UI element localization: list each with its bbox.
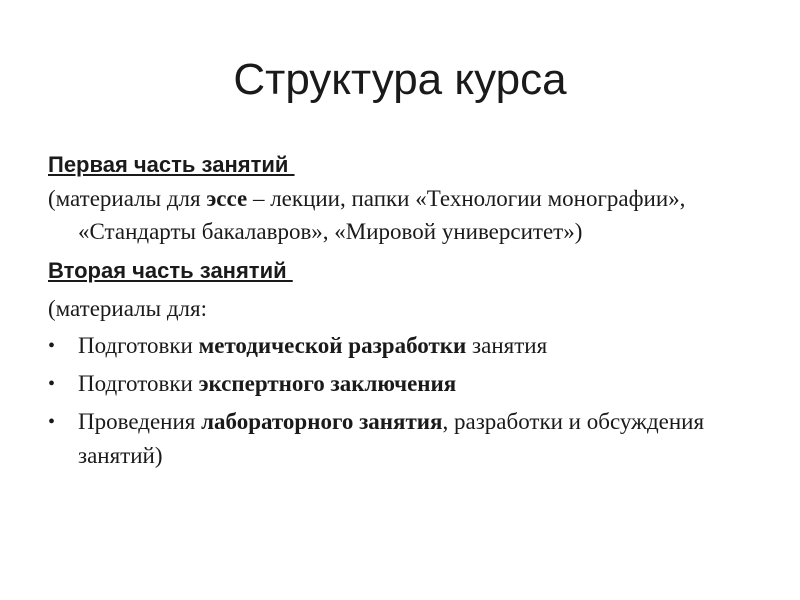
item-after: занятия	[466, 333, 548, 358]
part1-text-bold: эссе	[206, 186, 248, 211]
bullet-icon: •	[48, 373, 56, 395]
item-before: Проведения	[78, 409, 202, 434]
item-after: , разработки и обсуждения занятий)	[78, 409, 705, 468]
part1-text-after: – лекции, папки «Технологии монографии», «Стандарты бакалавров», «Мировой университет»)	[78, 186, 686, 244]
item-before: Подготовки	[78, 333, 199, 358]
item-bold: лабораторного занятия	[201, 409, 443, 434]
item-bold: экспертного заключения	[198, 371, 457, 396]
part1-description	[48, 182, 738, 248]
list-item	[48, 367, 738, 401]
item-before: Подготовки	[78, 371, 199, 396]
bullet-icon: •	[48, 335, 56, 357]
part2-intro: (материалы для:	[48, 296, 207, 321]
part2-list	[48, 329, 738, 473]
item-bold: методической разработки	[198, 333, 467, 358]
list-item	[48, 329, 738, 363]
part2-heading: Вторая часть занятий	[48, 258, 293, 283]
list-item	[48, 405, 738, 473]
part1-text-before: (материалы для	[48, 186, 207, 211]
bullet-icon: •	[48, 411, 56, 433]
part1-heading: Первая часть занятий	[48, 152, 295, 177]
slide-title: Структура курса	[233, 55, 567, 104]
slide-content	[48, 148, 738, 473]
